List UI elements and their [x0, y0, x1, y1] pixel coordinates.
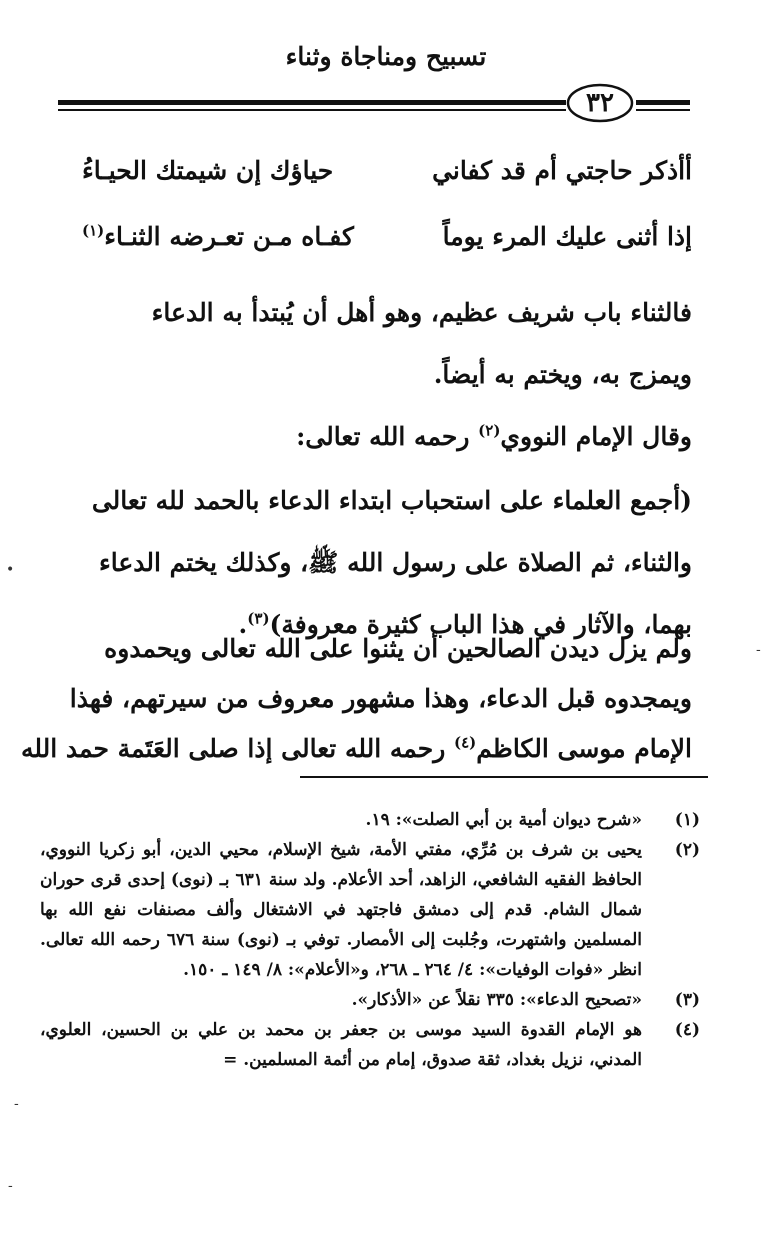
margin-speck: • — [6, 562, 15, 578]
paragraph-line: ويمجدوه قبل الدعاء، وهذا مشهور معروف من سيرتهم، فهذا — [69, 684, 692, 713]
footnote — [40, 1015, 700, 1075]
footnote-text: هو الإمام القدوة السيد موسى بن جعفر بن محمد بن علي بن الحسين، العلوي، المدني، نزيل بغداد، ثقة صدوق، إمام من أئمة المسلمين. = — [40, 1020, 642, 1070]
paragraph-line: وقال الإمام النووي$^{(٢)}$ رحمه الله تعالى: — [296, 421, 692, 451]
footnote-text: «شرح ديوان أمية بن أبي الصلت»: ١٩. — [365, 810, 642, 830]
main-text-continued — [20, 618, 692, 778]
paragraph-line: ويمزج به، ويختم به أيضاً. — [433, 360, 692, 389]
page-number: ٣٢ — [586, 88, 614, 118]
footnote-separator — [300, 776, 708, 778]
paragraph-line: ولم يزل ديدن الصالحين أن يثنوا على الله تعالى ويحمدوه — [104, 634, 692, 663]
footnote — [40, 805, 700, 835]
paragraph-line: بهما، والآثار في هذا الباب كثيرة معروفة)$^{(٣)}$. — [238, 609, 692, 639]
margin-speck: - — [14, 1096, 19, 1112]
running-title: تسبيح ومناجاة وثناء — [285, 42, 487, 71]
paragraph-line: والثناء، ثم الصلاة على رسول الله ﷺ، وكذلك يختم الدعاء — [98, 548, 692, 577]
footnote-number: (١) — [674, 810, 700, 830]
footnote-ref: (٤) — [454, 733, 477, 752]
paragraph-line: فالثناء باب شريف عظيم، وهو أهل أن يُبتدأ به الدعاء — [151, 298, 692, 327]
footnote — [40, 985, 700, 1015]
verse-hemistich: حياؤك إن شيمتك الحيـاءُ — [82, 156, 334, 185]
paragraph-line: الإمام موسى الكاظم$^{(٤)}$ رحمه الله تعالى إذا صلى العَتَمة حمد الله — [20, 733, 692, 763]
verse-line — [62, 206, 692, 268]
footnote-ref: (٢) — [478, 421, 501, 440]
footnotes — [40, 805, 700, 1075]
verse-hemistich: إذا أثنى عليك المرء يوماً — [442, 222, 692, 251]
footnote-text: «تصحيح الدعاء»: ٣٣٥ نقلاً عن «الأذكار». — [351, 990, 642, 1010]
footnote-ref: (٣) — [247, 609, 270, 628]
footnote-number: (٢) — [674, 840, 700, 860]
footnote-number: (٤) — [674, 1020, 700, 1040]
verse-line — [62, 140, 692, 202]
footnote-ref: (١) — [82, 221, 105, 240]
footnote-number: (٣) — [674, 990, 700, 1010]
footnote — [40, 835, 700, 985]
margin-speck: - — [756, 642, 761, 658]
margin-speck: - — [8, 1178, 13, 1194]
paragraph-line: (أجمع العلماء على استحباب ابتداء الدعاء بالحمد لله تعالى — [91, 486, 692, 515]
footnote-text: يحيى بن شرف بن مُرِّي، مفتي الأمة، شيخ الإسلام، محيي الدين، أبو زكريا النووي، الحافظ الفقيه الشافعي، الزاهد، أحد الأعلام. ولد سنة ٦٣١ بـ (نوى) إحدى قرى حوران شمال الشام. قدم إلى دمشق فاجتهد في الاشتغال وألف مصنفات نفع الله بها المسلمين واشتهرت، وجُلبت إلى الأمصار. توفي بـ (نوى) سنة ٦٧٦ رحمه الله تعالى. انظر «فوات الوفيات»: ٤/ ٢٦٤ ـ ٢٦٨، و«الأعلام»: ٨/ ١٤٩ ـ ١٥٠. — [40, 840, 642, 980]
verse-hemistich: كفـاه مـن تعـرضه الثنـاء$^{(١)}$ — [82, 221, 354, 251]
verse-hemistich: أأذكر حاجتي أم قد كفاني — [432, 156, 692, 185]
